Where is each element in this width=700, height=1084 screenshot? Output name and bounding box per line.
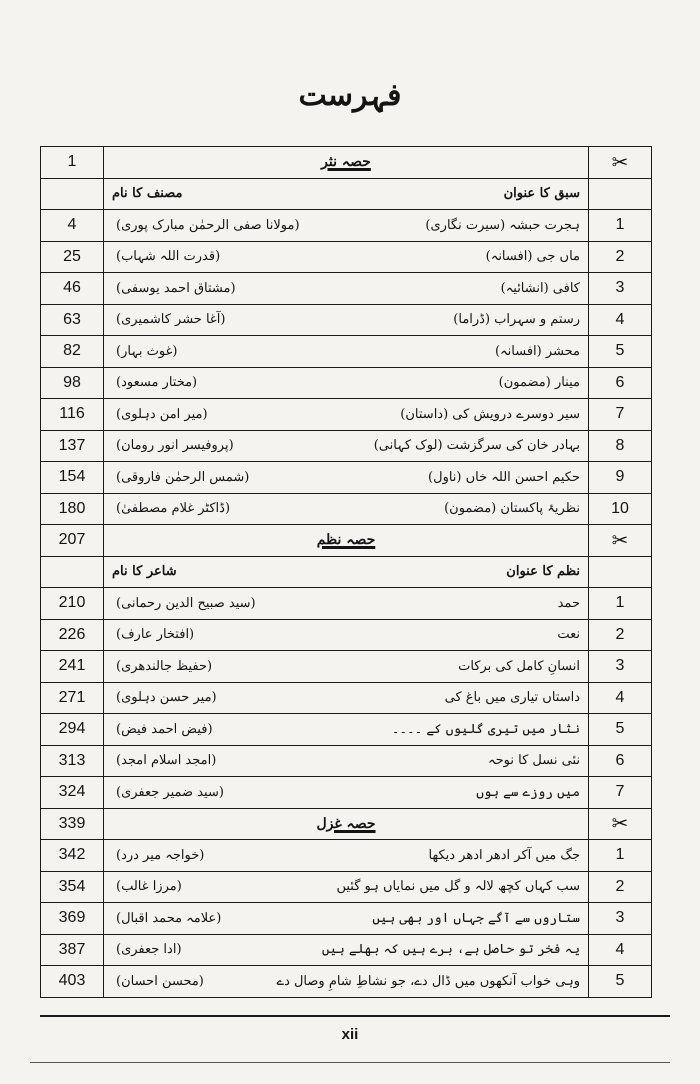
entry-cell [104,871,589,903]
column-headers [104,556,589,588]
entry-number: 1 [589,588,652,620]
section-heading [104,147,589,179]
page-number: xii [341,1026,359,1043]
entry-title: میں روزے سے ہوں [476,784,580,800]
entry-page: 137 [41,430,104,462]
entry-author: (میر امن دہلوی) [116,406,208,422]
entry-author: (مشتاق احمد یوسفی) [116,280,236,296]
entry-title: نئی نسل کا نوحہ [488,753,580,769]
footer-rule [40,1015,670,1017]
entry-number: 2 [589,871,652,903]
entry-author: (افتخار عارف) [116,627,195,643]
entry-author: (علامہ محمد اقبال) [116,910,222,926]
table-row [41,241,652,273]
bottom-rule [30,1062,670,1063]
prose-section-row [41,147,652,179]
entry-number: 1 [589,210,652,242]
entry-cell [104,462,589,494]
entry-author: (پروفیسر انور رومان) [116,438,234,454]
author-column-header: شاعر کا نام [112,564,177,580]
entry-title: نظریۂ پاکستان (مضمون) [444,501,580,517]
poetry-column-header-row [41,556,652,588]
entry-number: 5 [589,336,652,368]
contents-table [40,146,652,998]
table-row [41,493,652,525]
entry-author: (شمس الرحمٰن فاروقی) [116,469,250,485]
entry-number: 5 [589,966,652,998]
entry-title: ماں جی (افسانہ) [485,249,580,265]
entry-title: ستاروں سے آگے جہاں اور بھی ہیں [372,910,580,926]
entry-author: (محسن احسان) [116,973,204,989]
entry-page: 116 [41,399,104,431]
table-row [41,619,652,651]
entry-title: داستاں تیاری میں باغ کی [444,690,580,706]
entry-author: (امجد اسلام امجد) [116,753,217,769]
entry-author: (مختار مسعود) [116,375,198,391]
entry-page: 25 [41,241,104,273]
section-heading [104,808,589,840]
table-row [41,399,652,431]
ornament-icon: ✂ [589,525,652,557]
entry-cell [104,682,589,714]
entry-title: نعت [557,627,580,643]
entry-cell [104,777,589,809]
entry-number: 6 [589,745,652,777]
table-row [41,714,652,746]
section-heading-text: حصہ غزل [316,815,376,832]
entry-page: 271 [41,682,104,714]
entry-author: (ادا جعفری) [116,942,182,958]
entry-author: (قدرت اللہ شہاب) [116,249,221,265]
entry-number: 6 [589,367,652,399]
entry-cell [104,619,589,651]
entry-author: (ڈاکٹر غلام مصطفیٰ) [116,501,231,517]
table-row [41,682,652,714]
title-column-header: سبق کا عنوان [503,186,580,202]
table-row [41,651,652,683]
section-heading-text: حصہ نظم [316,532,376,549]
entry-author: (مولانا صفی الرحمٰن مبارک پوری) [116,217,300,233]
entry-title: حمد [557,595,580,611]
entry-number: 7 [589,777,652,809]
entry-number: 8 [589,430,652,462]
table-row [41,430,652,462]
ornament-icon: ✂ [589,147,652,179]
table-row [41,903,652,935]
section-start-page: 1 [41,147,104,179]
entry-number: 9 [589,462,652,494]
entry-number: 2 [589,241,652,273]
entry-title: جگ میں آکر ادھر ادھر دیکھا [428,847,580,863]
entry-page: 342 [41,840,104,872]
entry-page: 387 [41,934,104,966]
entry-author: (خواجہ میر درد) [116,847,205,863]
entry-title: انسانِ کامل کی برکات [458,658,580,674]
entry-cell [104,241,589,273]
table-row [41,777,652,809]
entry-cell [104,934,589,966]
entry-title: سیر دوسرے درویش کی (داستان) [400,406,580,422]
entry-cell [104,714,589,746]
entry-cell [104,430,589,462]
entry-number: 1 [589,840,652,872]
entry-title: نثار میں تیری گلیوں کے ۔۔۔۔ [391,721,580,737]
entry-page: 46 [41,273,104,305]
entry-number: 4 [589,682,652,714]
entry-page: 313 [41,745,104,777]
entry-author: (مرزا غالب) [116,879,182,895]
empty-cell [41,178,104,210]
empty-cell [589,178,652,210]
table-row [41,273,652,305]
entry-number: 4 [589,934,652,966]
entry-page: 154 [41,462,104,494]
table-row [41,934,652,966]
entry-page: 82 [41,336,104,368]
ornament-icon: ✂ [589,808,652,840]
section-start-page: 207 [41,525,104,557]
entry-author: (غوث بہار) [116,343,178,359]
entry-title: وہی خواب آنکھوں میں ڈال دے، جو نشاطِ شامِ وصال دے [276,973,580,989]
entry-page: 324 [41,777,104,809]
section-start-page: 339 [41,808,104,840]
entry-page: 226 [41,619,104,651]
table-row [41,210,652,242]
entry-author: (آغا حشر کاشمیری) [116,312,226,328]
column-headers [104,178,589,210]
entry-author: (میر حسن دہلوی) [116,690,217,706]
entry-page: 294 [41,714,104,746]
entry-cell [104,588,589,620]
entry-title: سب کہاں کچھ لالہ و گل میں نمایاں ہو گئیں [336,879,580,895]
entry-page: 180 [41,493,104,525]
table-row [41,840,652,872]
title-column-header: نظم کا عنوان [506,564,580,580]
entry-cell [104,493,589,525]
empty-cell [589,556,652,588]
entry-title: یہ فخر تو حاصل ہے، برے ہیں کہ بھلے ہیں [321,942,580,958]
entry-number: 3 [589,651,652,683]
table-row [41,462,652,494]
entry-page: 4 [41,210,104,242]
entry-page: 63 [41,304,104,336]
entry-author: (فیض احمد فیض) [116,721,213,737]
entry-cell [104,210,589,242]
entry-title: مینار (مضمون) [498,375,580,391]
entry-cell [104,273,589,305]
entry-page: 98 [41,367,104,399]
section-heading [104,525,589,557]
entry-title: ہجرت حبشہ (سیرت نگاری) [425,217,580,233]
entry-number: 10 [589,493,652,525]
empty-cell [41,556,104,588]
entry-cell [104,399,589,431]
table-row [41,745,652,777]
entry-cell [104,840,589,872]
table-row [41,367,652,399]
table-row [41,966,652,998]
entry-number: 4 [589,304,652,336]
entry-page: 354 [41,871,104,903]
entry-number: 2 [589,619,652,651]
entry-title: حکیم احسن اللہ خاں (ناول) [428,469,580,485]
entry-number: 3 [589,903,652,935]
entry-author: (سید ضمیر جعفری) [116,784,224,800]
poetry-section-row [41,525,652,557]
entry-author: (حفیظ جالندھری) [116,658,213,674]
entry-cell [104,745,589,777]
entry-title: رستم و سہراب (ڈراما) [453,312,580,328]
entry-number: 7 [589,399,652,431]
entry-cell [104,966,589,998]
entry-page: 241 [41,651,104,683]
prose-column-header-row [41,178,652,210]
entry-title: محشر (افسانہ) [494,343,580,359]
entry-cell [104,367,589,399]
entry-number: 3 [589,273,652,305]
table-row [41,304,652,336]
section-heading-text: حصہ نثر [321,154,371,171]
page-title: فہرست [298,78,402,113]
entry-cell [104,903,589,935]
entry-page: 403 [41,966,104,998]
entry-cell [104,336,589,368]
entry-number: 5 [589,714,652,746]
author-column-header: مصنف کا نام [112,186,183,202]
ghazal-section-row [41,808,652,840]
entry-cell [104,304,589,336]
table-row [41,588,652,620]
entry-author: (سید صبیح الدین رحمانی) [116,595,256,611]
entry-title: بہادر خان کی سرگزشت (لوک کہانی) [373,438,580,454]
entry-cell [104,651,589,683]
table-row [41,871,652,903]
entry-title: کافی (انشائیہ) [500,280,580,296]
entry-page: 369 [41,903,104,935]
entry-page: 210 [41,588,104,620]
table-row [41,336,652,368]
